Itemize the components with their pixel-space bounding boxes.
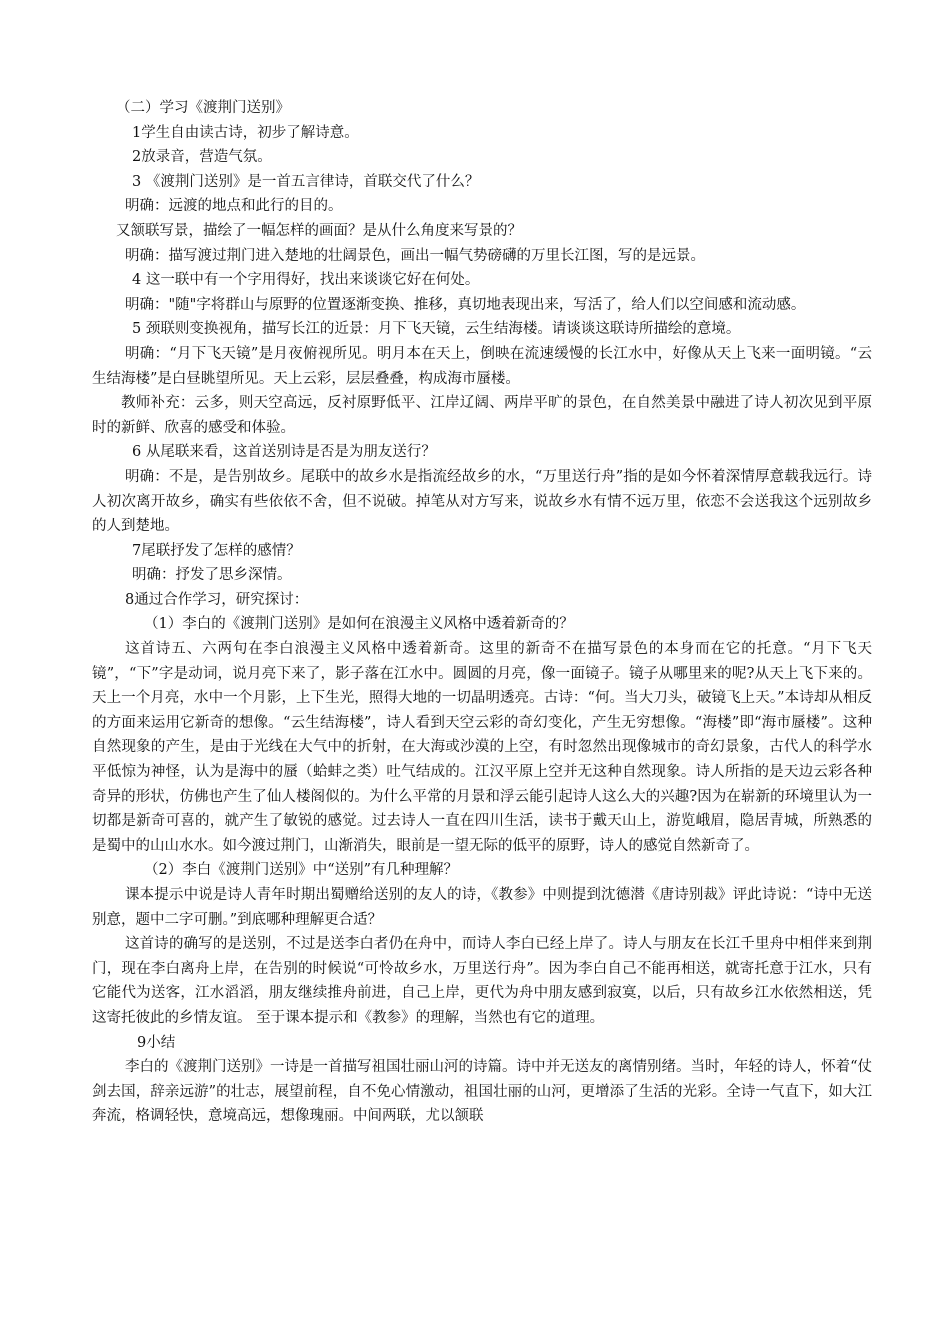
paragraph: 2放录音，营造气氛。 [132, 149, 272, 166]
paragraph: （2）李白《渡荆门送别》中“送别”有几种理解？ [144, 862, 459, 879]
paragraph: 教师补充：云多，则天空高远，反衬原野低平、江岸辽阔、两岸平旷的景色，在自然美景中融进了诗人初次见到平原时的新鲜、欣喜的感受和体验。 [92, 395, 872, 436]
paragraph: 6 从尾联来看，这首送别诗是否是为朋友送行？ [132, 444, 436, 461]
paragraph: 明确：远渡的地点和此行的目的。 [125, 198, 343, 215]
paragraph: 4 这一联中有一个字用得好，找出来谈谈它好在何处。 [132, 272, 480, 289]
document-body [92, 96, 872, 1129]
paragraph: 3 《渡荆门送别》是一首五言律诗，首联交代了什么？ [132, 173, 480, 190]
paragraph: （二）学习《渡荆门送别》 [116, 100, 290, 116]
paragraph: 课本提示中说是诗人青年时期出蜀赠给送别的友人的诗，《教参》中则提到沈德潜《唐诗别裁》评此诗说：“诗中无送别意，题中二字可删。”到底哪种理解更合适？ [92, 887, 872, 928]
paragraph: 5 颈联则变换视角，描写长江的近景：月下飞天镜，云生结海楼。请谈谈这联诗所描绘的意境。 [132, 321, 741, 338]
paragraph: （1）李白的《渡荆门送别》是如何在浪漫主义风格中透着新奇的？ [144, 616, 574, 633]
paragraph: 明确：抒发了思乡深情。 [132, 567, 292, 584]
paragraph: 李白的《渡荆门送别》一诗是一首描写祖国壮丽山河的诗篇。诗中并无送友的离情别绪。当时，年轻的诗人，怀着“仗剑去国，辞亲远游”的壮志，展望前程，自不免心情激动，祖国壮丽的山河，更增添了生活的光彩。全诗一气直下，如大江奔流，格调轻快，意境高远，想像瑰丽。中间两联，尤以颔联 [92, 1059, 872, 1125]
paragraph: 8通过合作学习，研究探讨： [125, 591, 309, 608]
paragraph: 又颔联写景，描绘了一幅怎样的画面？是从什么角度来写景的？ [116, 222, 522, 239]
paragraph: 这首诗五、六两句在李白浪漫主义风格中透着新奇。这里的新奇不在描写景色的本身而在它的托意。“月下飞天镜”，“下”字是动词，说月亮下来了，影子落在江水中。圆圆的月亮，像一面镜子。镜子从哪里来的呢?从天上飞下来的。天上一个月亮，水中一个月影，上下生光，照得大地的一切晶明透亮。古诗：“何。当大刀头，破镜飞上天。”本诗却从相反的方面来运用它新奇的想像。“云生结海楼”，诗人看到天空云彩的奇幻变化，产生无穷想像。“海楼”即“海市蜃楼”。这种自然现象的产生，是由于光线在大气中的折射，在大海或沙漠的上空，有时忽然出现像城市的奇幻景象，古代人的科学水平低惊为神怪，认为是海中的蜃（蛤蚌之类）吐气结成的。江汉平原上空并无这种自然现象。诗人所指的是天边云彩各种奇异的形状，仿佛也产生了仙人楼阁似的。为什么平常的月景和浮云能引起诗人这么大的兴趣?因为在崭新的环境里认为一切都是新奇可喜的，就产生了敏锐的感觉。过去诗人一直在四川生活，读书于戴天山上，游览峨眉，隐居青城，所熟悉的是蜀中的山山水水。如今渡过荆门，山渐消失，眼前是一望无际的低平的原野，诗人的感觉自然新奇了。 [92, 641, 872, 854]
paragraph: 1学生自由读古诗，初步了解诗意。 [132, 124, 359, 141]
paragraph: 7尾联抒发了怎样的感情？ [132, 542, 301, 559]
paragraph: 明确：“月下飞天镜”是月夜俯视所见。明月本在天上，倒映在流速缓慢的长江水中，好像从天上飞来一面明镜。“云生结海楼”是白昼眺望所见。天上云彩，层层叠叠，构成海市蜃楼。 [92, 345, 872, 387]
paragraph: 这首诗的确写的是送别，不过是送李白者仍在舟中，而诗人李白已经上岸了。诗人与朋友在长江千里舟中相伴来到荆门，现在李白离舟上岸，在告别的时候说“可怜故乡水，万里送行舟”。因为李白自己不能再相送，就寄托意于江水，只有它能代为送客，江水滔滔，朋友继续推舟前进，自己上岸，更代为舟中朋友感到寂寞，以后，只有故乡江水依然相送，凭这寄托彼此的乡情友谊。 至于课本提示和《教参》的理解，当然也有它的道理。 [92, 936, 872, 1026]
paragraph: 明确：描写渡过荆门进入楚地的壮阔景色，画出一幅气势磅礴的万里长江图，写的是远景。 [125, 247, 705, 264]
paragraph: 9小结 [137, 1034, 176, 1051]
paragraph: 明确："随"字将群山与原野的位置逐渐变换、推移，真切地表现出来，写活了，给人们以空间感和流动感。 [125, 296, 806, 313]
paragraph: 明确：不是，是告别故乡。尾联中的故乡水是指流经故乡的水，“万里送行舟”指的是如今怀着深情厚意载我远行。诗人初次离开故乡，确实有些依依不舍，但不说破。掉笔从对方写来，说故乡水有情不远万里，依恋不会送我这个远别故乡的人到楚地。 [92, 468, 872, 535]
